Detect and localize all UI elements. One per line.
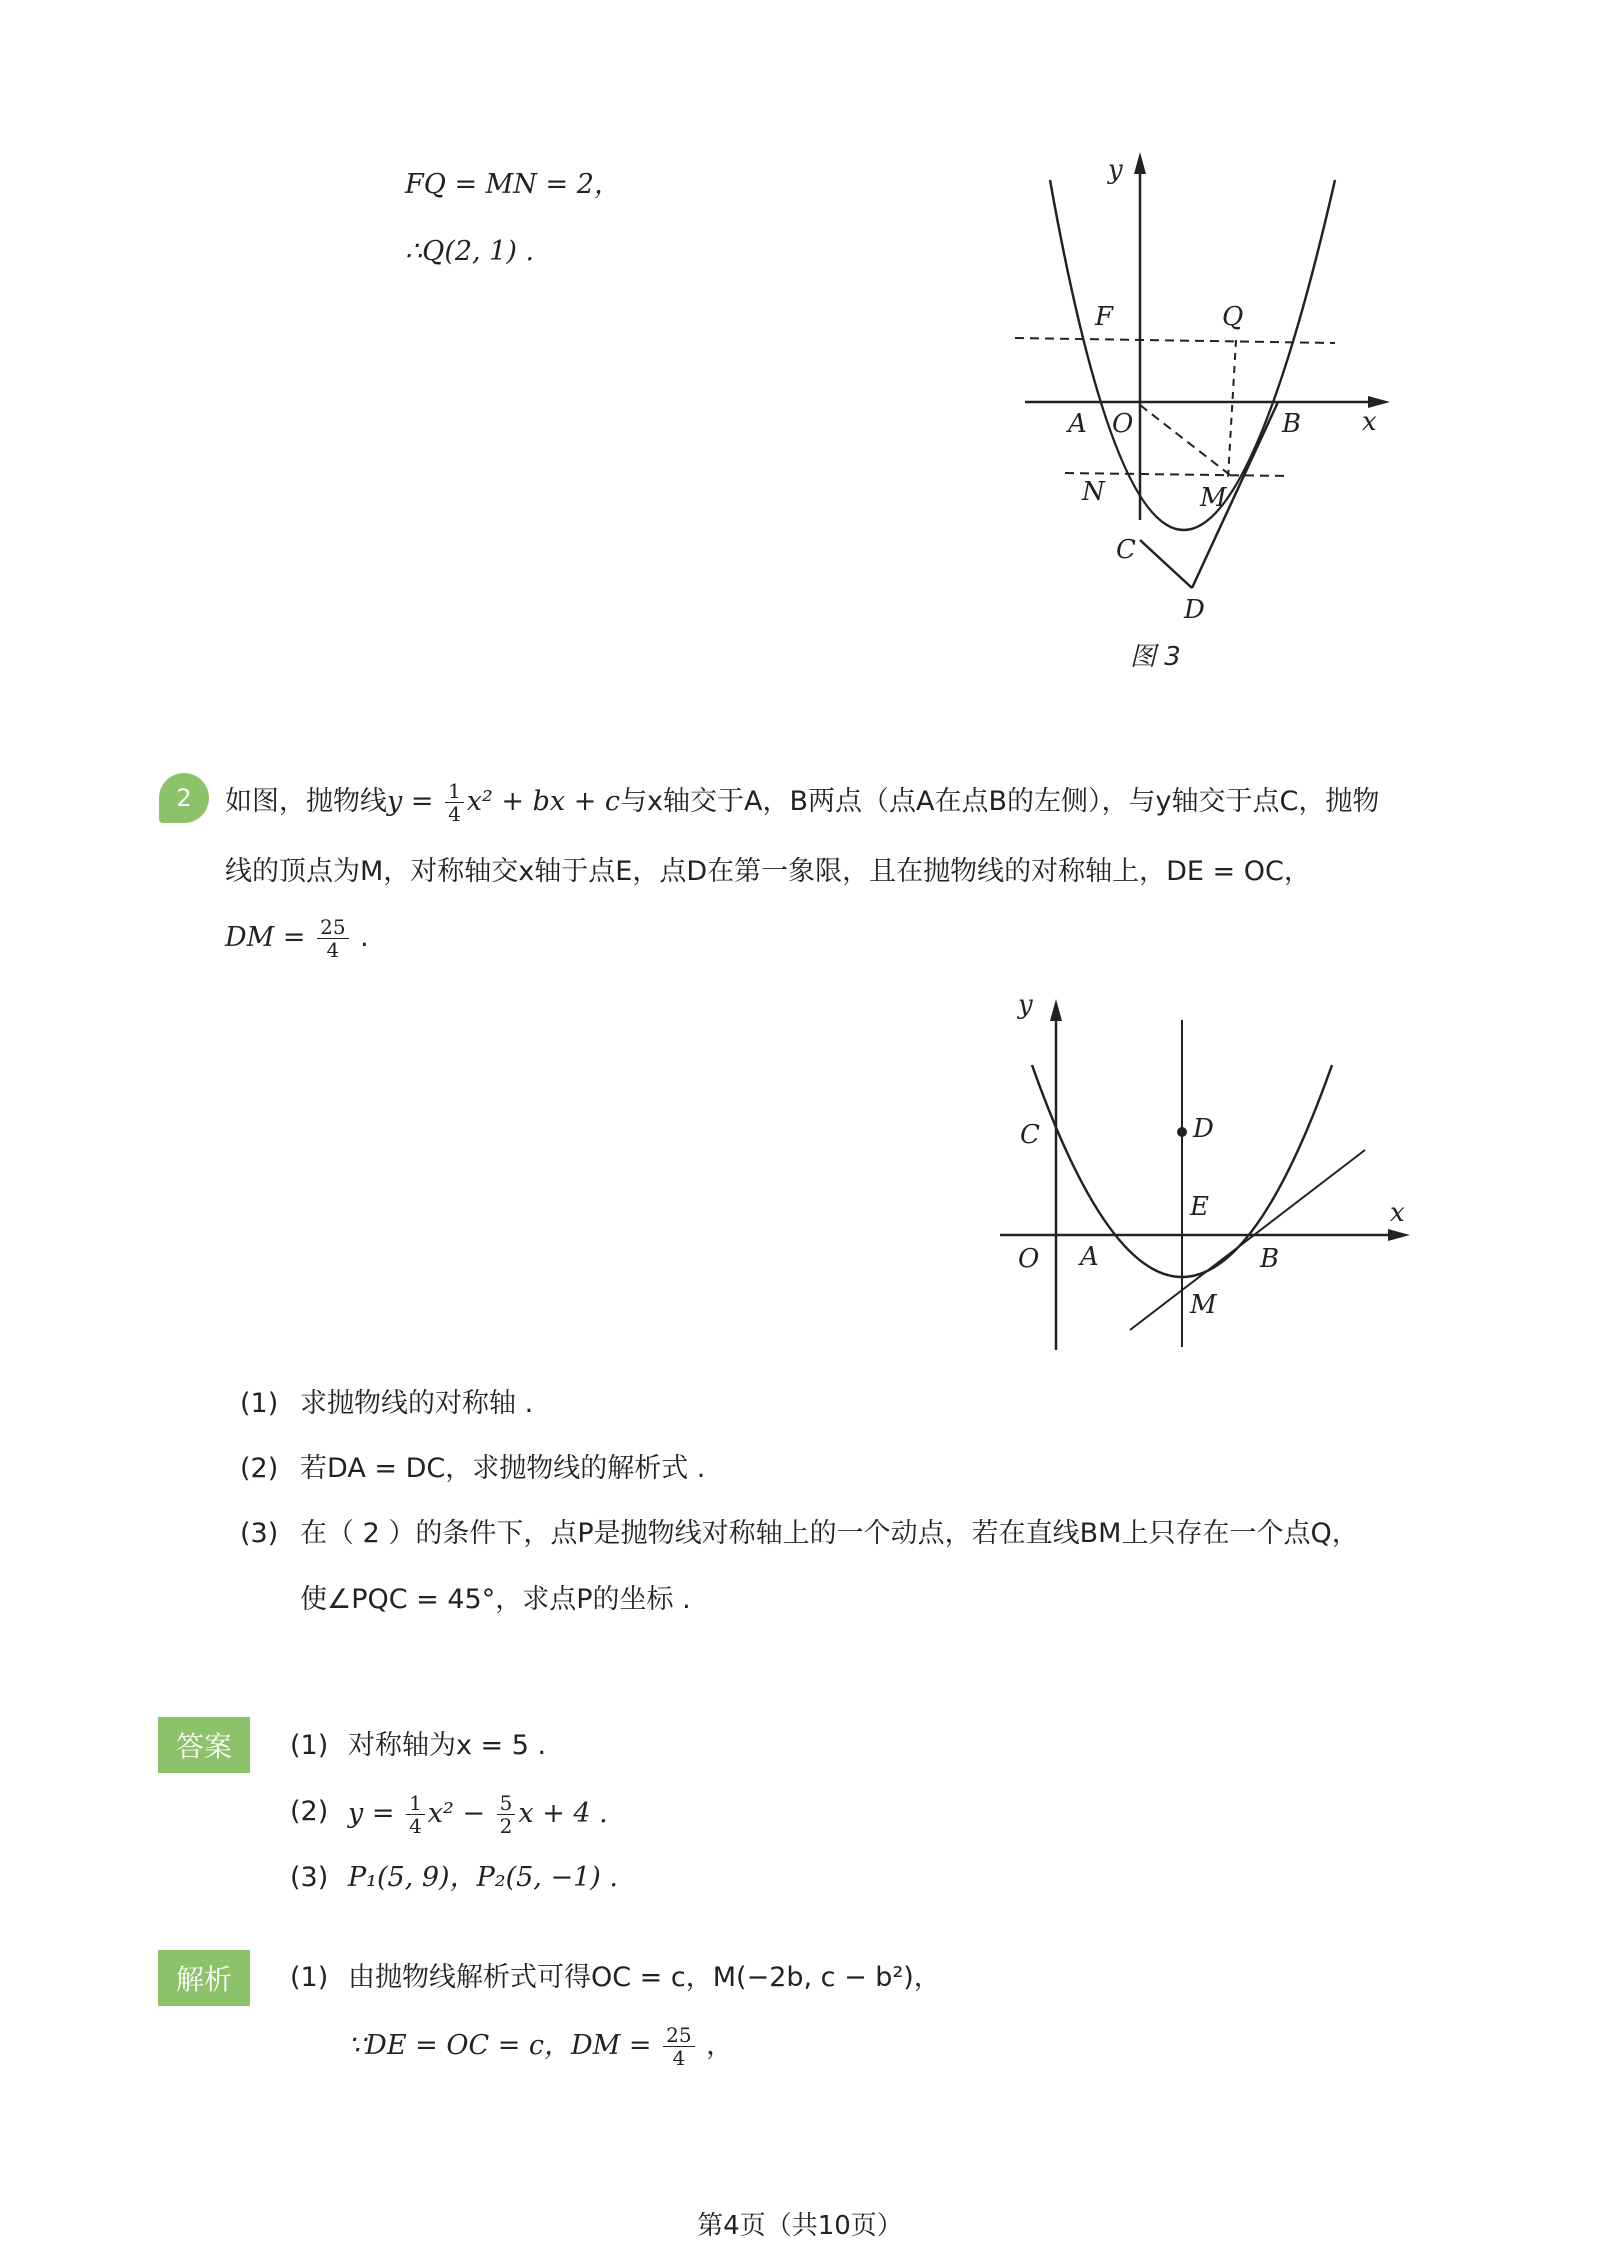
subquestion-1: 求抛物线的对称轴 . <box>300 1388 534 1419</box>
question-line-1-intro: 如图，抛物线 <box>225 786 387 817</box>
answer-2-post: x + 4 . <box>518 1798 608 1829</box>
frac-num: 25 <box>663 2024 694 2047</box>
subquestion-num-1: (1) <box>240 1388 279 1419</box>
label-m: M <box>1190 1290 1217 1320</box>
x-axis-arrow <box>1388 1229 1410 1241</box>
answer-num-1: (1) <box>290 1730 329 1761</box>
label-x: x <box>1362 407 1377 437</box>
line-bm <box>1130 1150 1365 1330</box>
answer-3: P₁(5, 9)，P₂(5, −1) . <box>348 1862 618 1893</box>
question-eq-pre: y = <box>387 786 434 817</box>
frac-num: 1 <box>445 780 464 803</box>
label-x: x <box>1390 1198 1405 1228</box>
figure-3-caption: 图 3 <box>1130 642 1181 672</box>
label-d: D <box>1193 1114 1214 1144</box>
label-y: y <box>1018 990 1033 1020</box>
label-b: B <box>1260 1244 1280 1274</box>
label-a: A <box>1080 1242 1099 1272</box>
question-line-1 <box>225 780 1379 825</box>
analysis-num-1: (1) <box>290 1962 329 1993</box>
y-axis-arrow <box>1134 152 1146 174</box>
subquestion-3-cont: 使∠PQC = 45°，求点P的坐标 . <box>300 1584 691 1615</box>
page-footer: 第4页（共10页） <box>697 2211 903 2241</box>
label-y: y <box>1108 155 1123 185</box>
dashed-line-nm <box>1065 473 1290 476</box>
dashed-line-fq <box>1015 338 1335 343</box>
label-o: O <box>1018 1244 1040 1274</box>
label-f: F <box>1095 302 1114 332</box>
question-eq-post: x² + bx + c <box>466 786 621 817</box>
dashed-line-om <box>1140 405 1230 475</box>
frac-den: 4 <box>409 1814 422 1838</box>
analysis-fraction-25-4 <box>663 2024 694 2069</box>
answer-fraction-5-2 <box>497 1792 516 1837</box>
analysis-line-1: 由抛物线解析式可得OC = c，M(−2b, c − b²)， <box>348 1962 941 1993</box>
figure-question-2 <box>990 985 1430 1355</box>
frac-den: 4 <box>326 938 340 962</box>
figure-3 <box>990 140 1410 680</box>
answer-2-mid: x² − <box>427 1798 486 1829</box>
question-dm-post: . <box>360 922 369 953</box>
point-q-result: ∴Q(2, 1) . <box>405 236 535 267</box>
analysis-line-2 <box>348 2024 733 2069</box>
question-line-2: 线的顶点为M，对称轴交x轴于点E，点D在第一象限，且在抛物线的对称轴上，DE = OC， <box>225 856 1311 887</box>
subquestion-num-2: (2) <box>240 1453 279 1484</box>
label-q: Q <box>1222 302 1244 332</box>
frac-den: 4 <box>672 2046 686 2070</box>
question-fraction-25-4 <box>317 916 348 961</box>
frac-num: 25 <box>317 916 348 939</box>
label-o: O <box>1112 409 1134 439</box>
subquestion-3: 在（ 2 ）的条件下，点P是抛物线对称轴上的一个动点，若在直线BM上只存在一个点Q， <box>300 1518 1359 1549</box>
point-d <box>1177 1127 1187 1137</box>
y-axis-arrow <box>1050 999 1062 1021</box>
segment-cd <box>1140 540 1192 588</box>
answer-2 <box>348 1792 608 1837</box>
equation-fq-mn: FQ = MN = 2， <box>405 169 621 200</box>
frac-num: 5 <box>497 1792 516 1815</box>
label-m: M <box>1200 483 1227 513</box>
answer-num-3: (3) <box>290 1862 329 1893</box>
answer-1: 对称轴为x = 5 . <box>348 1730 547 1761</box>
question-dm-pre: DM = <box>225 922 306 953</box>
subquestion-2: 若DA = DC，求抛物线的解析式 . <box>300 1453 706 1484</box>
label-c: C <box>1116 535 1136 565</box>
question-line-3 <box>225 916 369 961</box>
dashed-line-qm <box>1228 340 1236 478</box>
analysis-line-2-post: ， <box>706 2030 734 2061</box>
frac-den: 2 <box>499 1814 513 1838</box>
question-fraction-1-4 <box>445 780 464 825</box>
question-number-badge: 2 <box>159 773 209 823</box>
label-a: A <box>1068 409 1087 439</box>
analysis-tag: 解析 <box>158 1950 250 2006</box>
frac-den: 4 <box>448 802 461 826</box>
answer-fraction-1-4 <box>406 1792 425 1837</box>
label-b: B <box>1282 409 1302 439</box>
subquestion-num-3: (3) <box>240 1518 279 1549</box>
answer-num-2: (2) <box>290 1796 329 1827</box>
label-e: E <box>1190 1192 1209 1222</box>
label-n: N <box>1082 477 1105 507</box>
answer-tag: 答案 <box>158 1717 250 1773</box>
question-line-1-rest: 与x轴交于A，B两点（点A在点B的左侧），与y轴交于点C，抛物 <box>620 786 1380 817</box>
analysis-line-2-pre: ∵DE = OC = c，DM = <box>348 2030 652 2061</box>
label-c: C <box>1020 1120 1040 1150</box>
answer-2-pre: y = <box>348 1798 395 1829</box>
frac-num: 1 <box>406 1792 425 1815</box>
label-d: D <box>1184 595 1205 625</box>
